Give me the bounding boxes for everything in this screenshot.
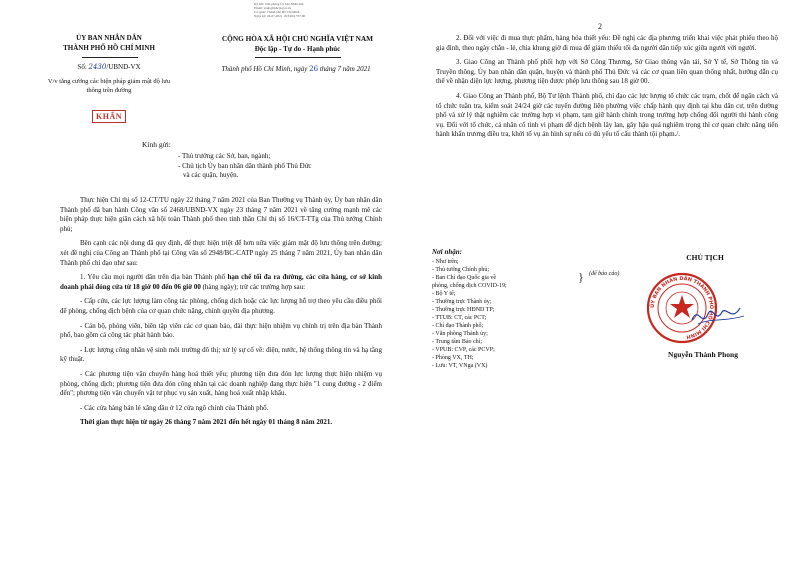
distribution-items (432, 258, 612, 370)
recipient-line: và các quận, huyện. (183, 171, 239, 180)
distribution-title: Nơi nhận: (432, 248, 463, 256)
motto: Độc lập - Tự do - Hạnh phúc (254, 45, 341, 53)
list-item: phòng, chống dịch COVID-19; (432, 282, 507, 289)
list-item: - Thường trực HĐND TP; (432, 306, 495, 313)
distribution-note: (để báo cáo) (589, 271, 620, 277)
document-subject: V/v tăng cường các biện pháp giảm mật độ lưu thông trên đường (47, 78, 171, 94)
paragraph: 2. Đối với việc đi mua thực phẩm, hàng hóa thiết yếu: Đề nghị các địa phương triển khai việc phát phiếu theo hộ gia đình, theo ngày chẵn - lẻ, chia khung giờ đi mua để giảm thiểu tối đa người dân tiếp xúc giữa người với người. (436, 34, 778, 52)
paragraph: Bên cạnh các nội dung đã quy định, để thực hiện triệt để hơn nữa việc giảm mật độ lưu thông trên đường; xét đề nghị của Công an Thành phố tại Công văn số 2948/BC-CATP ngày 25 tháng 7 năm 2021, Ủy ban nhân dân Thành phố chỉ đạo như sau: (60, 239, 382, 267)
doc-number-handwritten: 2430 (88, 63, 107, 71)
list-item: - Chỉ đạo Thành phố; (432, 322, 484, 329)
urgent-stamp: KHẨN (92, 110, 126, 123)
signature-line: Ngày ký: 26-07-2021 16:34:04 +07:00 (254, 14, 306, 18)
recipient-line: - Thủ trưởng các Sở, ban, ngành; (178, 152, 271, 160)
letter-body-page-1 (60, 196, 382, 428)
paragraph-item-1 (60, 273, 382, 292)
nation-title: CỘNG HÒA XÃ HỘI CHỦ NGHĨA VIỆT NAM (221, 34, 374, 43)
list-item: - VPUB: CVP, các PCVP; (432, 346, 495, 353)
signature-line: Cơ quan: Thành phố Hồ Chí Minh (254, 10, 300, 14)
exception-item: - Cán bộ, phóng viên, biên tập viên các cơ quan báo, đài thực hiện nhiệm vụ chính trị trên địa bàn Thành phố, bao gồm cả công tác phát hành báo. (60, 321, 382, 340)
item1-text: 1. Yêu cầu mọi người dân trên địa bàn Thành phố (80, 273, 228, 282)
org-name (34, 34, 184, 53)
page-number: 2 (598, 22, 602, 31)
list-item: - TTUB: CT, các PCT; (432, 314, 487, 321)
recipient-line: - Chủ tịch Ủy ban nhân dân thành phố Thủ Đức (178, 161, 312, 170)
letter-body-page-2 (436, 34, 778, 140)
date-day-handwritten: 26 (309, 65, 319, 73)
document-page-2 (400, 0, 800, 562)
signature-line: Email: vpub@tphcm.gov.vn (254, 6, 292, 10)
item1-emphasis: hạn chế tối đa ra đường, các cửa hàng, cơ sở kinh doanh phải đóng cửa từ 18 giờ 00 đến 06 giờ 00 (60, 273, 382, 291)
paragraph: Thực hiện Chỉ thị số 12-CT/TU ngày 22 tháng 7 năm 2021 của Ban Thường vụ Thành ủy, Ủy ban nhân dân Thành phố đã ban hành Công văn số 2468/UBND-VX ngày 23 tháng 7 năm 2021 về tăng cường mạnh mẽ các biện pháp thực hiện giãn cách xã hội toàn Thành phố theo tinh thần Chỉ thị số 16/CT-TTg của Thủ tướng Chính phủ; (60, 196, 382, 233)
paragraph: 3. Giao Công an Thành phố phối hợp với Sở Công Thương, Sở Giao thông vận tải, Sở Y tế, Sở Thông tin và Truyền thông, Ủy ban nhân dân quận, huyện và thành phố Thủ Đức và các cơ quan liên quan thống nhất, hướng dẫn cụ thể về nhận diện lực lượng, phương tiện được phép lưu thông sau 18 giờ 00. (436, 58, 778, 86)
list-item: - Phòng VX, TH; (432, 354, 474, 361)
handwritten-signature (688, 300, 748, 330)
list-item: - Ban Chỉ đạo Quốc gia về (432, 274, 496, 281)
recipients-label: Kính gửi: (142, 140, 171, 149)
list-item: - Thường trực Thành ủy; (432, 298, 492, 305)
signature-icon (688, 300, 748, 330)
exception-item: - Lực lượng công nhân vệ sinh môi trường đô thị; xử lý sự cố về: điện, nước, hệ thống thông tin và hạ tầng kỹ thuật. (60, 345, 382, 364)
org-underline (82, 57, 138, 58)
date-prefix: Thành phố Hồ Chí Minh, ngày (221, 65, 308, 73)
digital-signature-stamp (254, 2, 394, 18)
org-line-2: THÀNH PHỐ HỒ CHÍ MINH (63, 43, 155, 52)
recipients-list (178, 152, 393, 181)
exception-item: - Các phương tiện vận chuyển hàng hoá thiết yếu; phương tiện đưa đón lực lượng thực hiện nhiệm vụ phòng, chống dịch; phương tiện đưa đón công nhân tại các doanh nghiệp đang thực hiện "1 cung đường - 2 điểm đến"; phương tiện vận chuyển vật tư phục vụ sản xuất, hàng hoá xuất nhập khẩu. (60, 369, 382, 398)
motto-underline (255, 57, 341, 58)
doc-number-prefix: Số: (77, 63, 87, 71)
date-suffix: tháng 7 năm 2021 (319, 65, 371, 73)
issue-date (196, 65, 396, 75)
exception-item: - Các cửa hàng bán lẻ xăng dầu ở 12 cửa ngõ chính của Thành phố. (80, 403, 269, 412)
list-item: - Như trên; (432, 258, 459, 265)
document-number (34, 63, 184, 73)
signature-line: Ký bởi: Văn phòng Ủy ban Nhân dân (254, 2, 304, 6)
signer-title: CHỦ TỊCH (686, 253, 724, 262)
list-item: - Văn phòng Thành ủy; (432, 330, 488, 337)
implementation-period: Thời gian thực hiện từ ngày 26 tháng 7 năm 2021 đến hết ngày 01 tháng 8 năm 2021. (80, 418, 333, 427)
list-item: - Thủ tướng Chính phủ; (432, 266, 489, 273)
list-item: - Lưu: VT, VNga (VX) (432, 362, 488, 369)
org-line-1: ỦY BAN NHÂN DÂN (76, 34, 142, 42)
distribution-list (432, 248, 612, 370)
item1-text-end: (hàng ngày); trừ các trường hợp sau: (200, 282, 306, 291)
brace-icon: } (578, 270, 584, 284)
exception-item: - Cấp cứu, các lực lượng làm công tác phòng, chống dịch hoặc các lực lượng hỗ trợ theo yêu cầu điều phối để phòng, chống dịch bệnh của cơ quan chức năng, chính quyền địa phương. (60, 297, 382, 315)
list-item: - Bộ Y tế; (432, 290, 456, 297)
list-item: - Trung tâm Báo chí; (432, 338, 483, 345)
seal-text: ỦY BAN NHÂN DÂN THÀNH PHỐ HỒ CHÍ MINH (649, 275, 715, 340)
paragraph: 4. Giao Công an Thành phố, Bộ Tư lệnh Thành phố, chỉ đạo các lực lượng tổ chức các trạm, chốt để ngăn cách và tổ chức tuần tra, kiểm soát 24/24 giờ các tuyến đường liên phường việc chấp hành quy định tại khu dân cư, trên đường phố và xử lý thật nghiêm các trường hợp vi phạm, tạm giữ hành chính trong trường hợp chống đối người thi hành công vụ. Đối với tổ chức, cá nhân cố tình vi phạm để dịch bệnh lây lan, gây hậu quả nghiêm trọng thì cơ quan chức năng tiến hành khẩn trương điều tra, khởi tố vụ án hình sự nếu có đủ yếu tố cấu thành tội phạm./. (436, 91, 778, 139)
signer-name: Nguyễn Thành Phong (668, 350, 738, 359)
doc-number-suffix: /UBND-VX (106, 63, 141, 71)
